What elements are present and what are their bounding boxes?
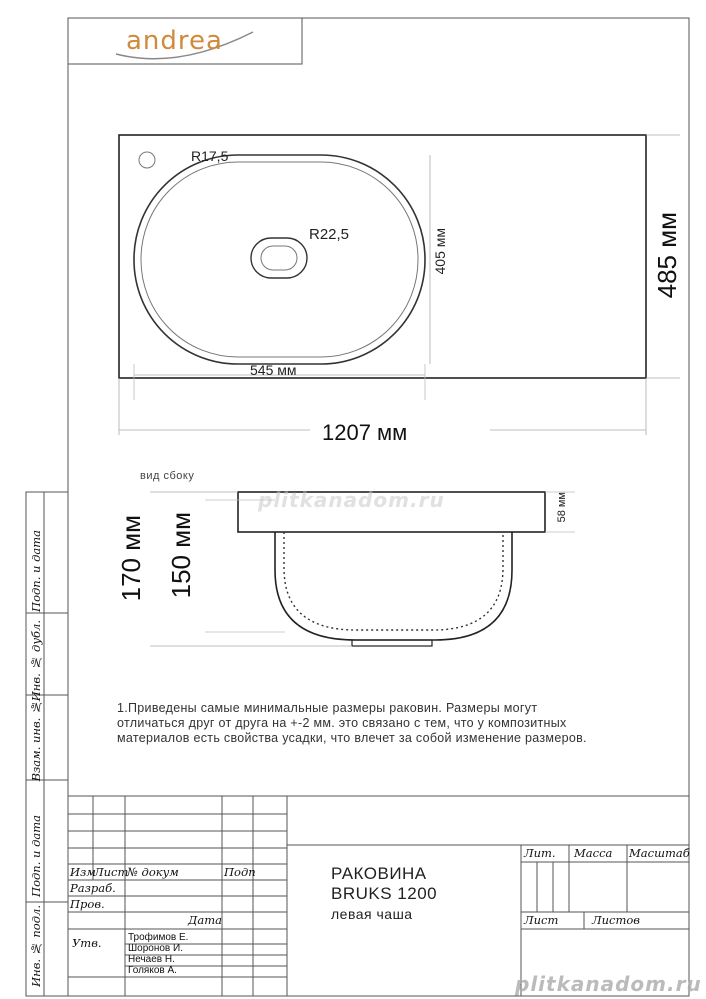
watermark-center: plitkanadom.ru	[258, 488, 445, 512]
side-view-label: вид сбоку	[140, 470, 195, 482]
note-line: 1.Приведены самые минимальные размеры раковин. Размеры могут	[117, 701, 538, 715]
strip-podp-data-1: Подп. и дата	[29, 530, 43, 612]
stamp-izm: Изм	[70, 865, 96, 879]
stamp-n-dokum: № докум	[127, 865, 179, 879]
height-total-label: 170 мм	[116, 515, 146, 602]
radius-drain-label: R22,5	[309, 226, 350, 243]
strip-inv-dubl: Инв. № дубл.	[29, 620, 43, 702]
stamp-listov: Листов	[592, 913, 640, 927]
title-variant: левая чаша	[331, 906, 413, 922]
stamp-data: Дата	[188, 913, 222, 927]
strip-vzam-inv: Взам. инв. №	[29, 700, 43, 782]
stamp-masshtab: Масштаб	[629, 846, 690, 860]
bowl-height-label: 405 мм	[432, 228, 448, 275]
stamp-lit: Лит.	[524, 846, 556, 860]
stamp-massa: Масса	[574, 846, 613, 860]
bowl-width-label: 545 мм	[250, 362, 297, 378]
height-bowl-label: 150 мм	[166, 512, 196, 599]
title-model: BRUKS 1200	[331, 884, 438, 903]
stamp-name-3: Нечаев Н.	[128, 954, 175, 965]
total-width-label: 1207 мм	[322, 420, 408, 445]
dimensions-note	[117, 701, 677, 746]
andrea-logo	[108, 18, 258, 62]
strip-inv-podl: Инв. № подл.	[29, 905, 43, 987]
stamp-razrab: Разраб.	[70, 881, 116, 895]
stamp-name-1: Трофимов Е.	[128, 932, 189, 943]
stamp-list: Лист	[94, 865, 129, 879]
strip-podp-data-2: Подп. и дата	[29, 815, 43, 897]
stamp-podp: Подп	[224, 865, 256, 879]
logo-text: andrea	[126, 26, 223, 56]
radius-tap-label: R17,5	[191, 148, 229, 164]
note-line: материалов есть свойства усадки, что влечет за собой изменение размеров.	[117, 731, 587, 745]
stamp-name-4: Голяков А.	[128, 965, 177, 976]
slab-thickness-label: 58 мм	[556, 492, 568, 523]
note-line: отличаться друг от друга на +-2 мм. это связано с тем, что у композитных	[117, 716, 567, 730]
stamp-prov: Пров.	[70, 897, 105, 911]
title-product: РАКОВИНА	[331, 864, 427, 883]
watermark-bottom: plitkanadom.ru	[515, 972, 702, 996]
stamp-name-2: Шоронов И.	[128, 943, 183, 954]
total-depth-label: 485 мм	[652, 212, 682, 299]
stamp-utv: Утв.	[72, 936, 102, 950]
stamp-list2: Лист	[524, 913, 559, 927]
